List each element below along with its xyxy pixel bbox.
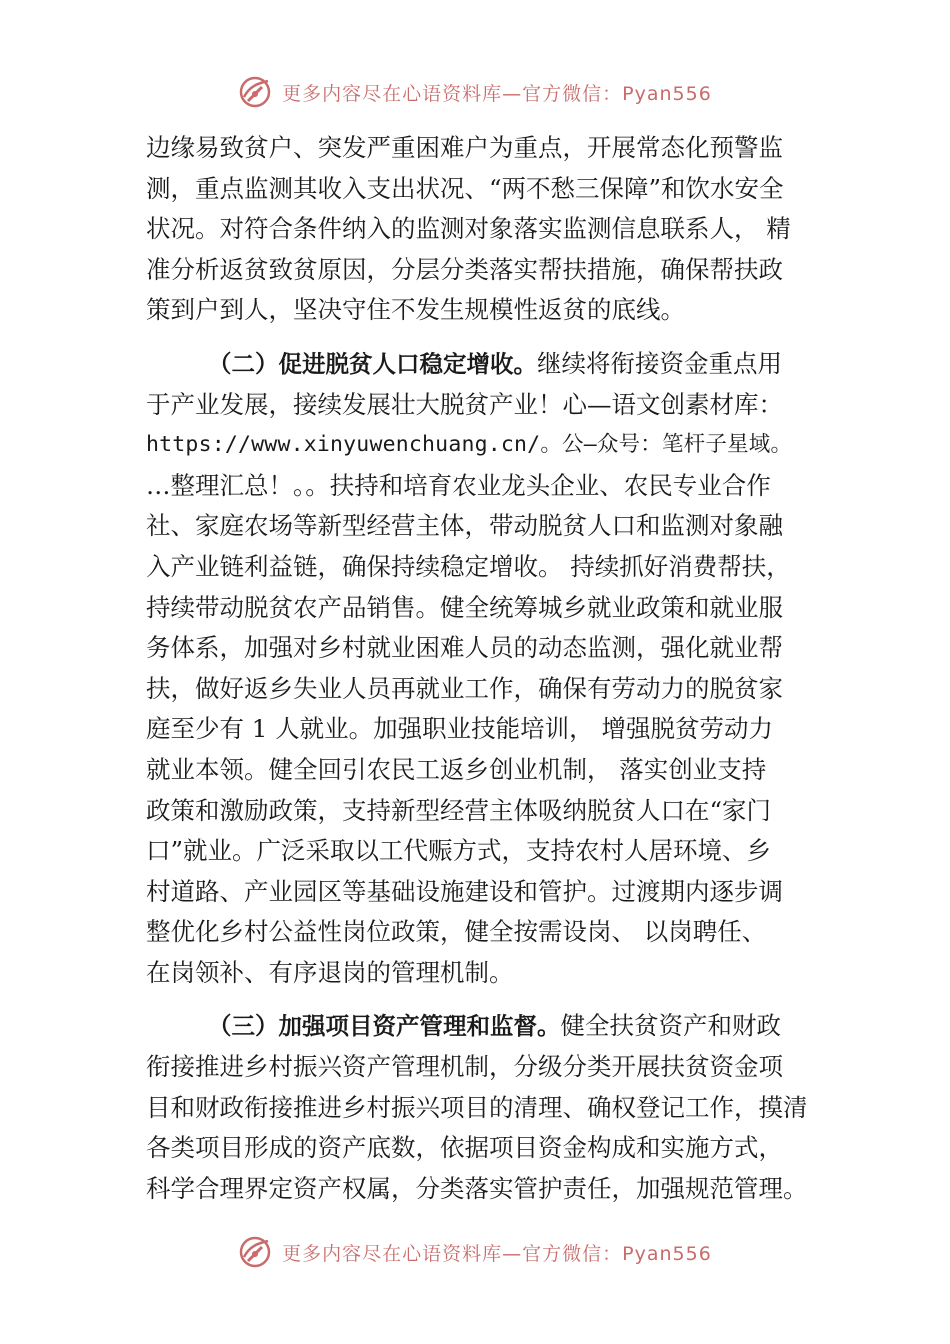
section-heading: （二）促进脱贫人口稳定增收。: [208, 349, 537, 378]
text-line: 庭至少有 1 人就业。加强职业技能培训， 增强脱贫劳动力: [146, 714, 773, 744]
watermark-banner-bottom: [0, 1232, 950, 1272]
paragraph: [146, 1006, 836, 1209]
text-line: 边缘易致贫户、突发严重困难户为重点，开展常态化预警监: [146, 133, 783, 162]
text-line: 状况。对符合条件纳入的监测对象落实监测信息联系人， 精: [146, 214, 791, 244]
text-line: 入产业链利益链，确保持续稳定增收。 持续抓好消费帮扶，: [146, 551, 791, 581]
text-line: …整理汇总！。。扶持和培育农业龙头企业、农民专业合作: [146, 470, 771, 500]
text-run: 继续将衔接资金重点用: [537, 348, 782, 378]
text-line: 整优化乡村公益性岗位政策，健全按需设岗、 以岗聘任、: [146, 917, 767, 947]
text-line: 务体系，加强对乡村就业困难人员的动态监测，强化就业帮: [146, 633, 783, 663]
text-line: 策到户到人，坚决守住不发生规模性返贫的底线。: [146, 295, 685, 325]
watermark-text: 更多内容尽在心语资料库—官方微信：Pyan556: [282, 1242, 712, 1265]
text-line: 目和财政衔接推进乡村振兴项目的清理、确权登记工作，摸清: [146, 1092, 808, 1122]
watermark-banner-top: [0, 72, 950, 112]
text-line: 准分析返贫致贫原因，分层分类落实帮扶措施，确保帮扶政: [146, 254, 783, 284]
text-line: 持续带动脱贫农产品销售。健全统筹城乡就业政策和就业服: [146, 592, 783, 622]
paragraph: [146, 128, 836, 331]
text-line: 各类项目形成的资产底数，依据项目资金构成和实施方式，: [146, 1133, 783, 1163]
text-run: 健全扶贫资产和财政: [560, 1011, 781, 1041]
text-line: 社、家庭农场等新型经营主体，带动脱贫人口和监测对象融: [146, 511, 783, 541]
text-line: 政策和激励政策，支持新型经营主体吸纳脱贫人口在“家门: [146, 795, 772, 825]
text-line: [146, 1006, 836, 1047]
document-body: [146, 128, 836, 1209]
watermark-text: 更多内容尽在心语资料库—官方微信：Pyan556: [282, 82, 712, 105]
text-line: 就业本领。健全回引农民工返乡创业机制， 落实创业支持: [146, 754, 767, 784]
text-line: [146, 344, 836, 385]
paragraph: [146, 344, 836, 994]
text-line: 在岗领补、有序退岗的管理机制。: [146, 957, 514, 987]
watermark-logo-icon: [238, 75, 272, 109]
url-text-line: https://www.xinyuwenchuang.cn/。公—众号：笔杆子星域。: [146, 432, 793, 458]
text-line: 村道路、产业园区等基础设施建设和管护。过渡期内逐步调: [146, 876, 783, 906]
section-heading: （三）加强项目资产管理和监督。: [208, 1012, 561, 1041]
text-line: 衔接推进乡村振兴资产管理机制，分级分类开展扶贫资金项: [146, 1052, 783, 1082]
watermark-logo-icon: [238, 1235, 272, 1269]
text-line: 扶，做好返乡失业人员再就业工作，确保有劳动力的脱贫家: [146, 673, 783, 703]
text-line: 于产业发展，接续发展壮大脱贫产业！心—语文创素材库：: [146, 389, 783, 419]
text-line: 科学合理界定资产权属，分类落实管护责任，加强规范管理。: [146, 1173, 808, 1203]
text-line: 口”就业。广泛采取以工代赈方式，支持农村人居环境、乡: [146, 836, 772, 866]
text-line: 测，重点监测其收入支出状况、“两不愁三保障”和饮水安全: [146, 173, 784, 203]
